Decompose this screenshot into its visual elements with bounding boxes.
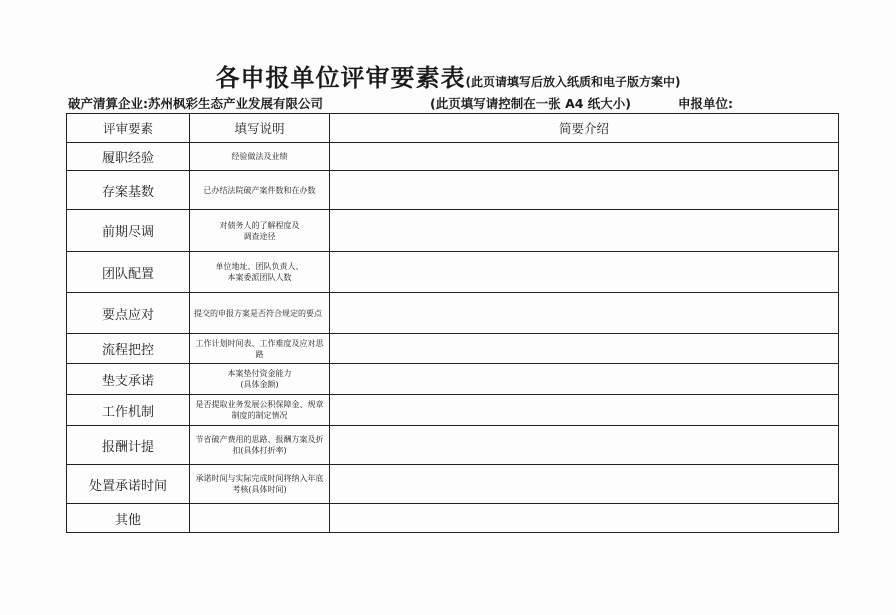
row-element: 要点应对 <box>67 293 190 334</box>
row-content-cell[interactable] <box>330 465 839 504</box>
table-row <box>67 252 839 293</box>
row-description: 经验做法及业绩 <box>190 143 330 171</box>
page-size-note: (此页填写请控制在一张 A4 纸大小) <box>430 96 632 111</box>
page-title <box>0 58 896 93</box>
row-content-cell[interactable] <box>330 293 839 334</box>
table-row <box>67 293 839 334</box>
header-summary: 简要介绍 <box>330 114 839 143</box>
table-row <box>67 395 839 426</box>
header-description: 填写说明 <box>190 114 330 143</box>
evaluation-table <box>66 113 839 533</box>
row-content-cell[interactable] <box>330 364 839 395</box>
row-element: 垫支承诺 <box>67 364 190 395</box>
table-row <box>67 426 839 465</box>
table-header-row <box>67 114 839 143</box>
title-note: (此页请填写后放入纸质和电子版方案中) <box>465 75 681 89</box>
row-description: 承诺时间与实际完成时间将纳入年底考核(具体时间) <box>190 465 330 504</box>
row-description[interactable] <box>190 504 330 533</box>
row-content-cell[interactable] <box>330 334 839 364</box>
title-main: 各申报单位评审要素表 <box>215 64 466 92</box>
row-element: 其他 <box>67 504 190 533</box>
row-element: 处置承诺时间 <box>67 465 190 504</box>
row-element: 团队配置 <box>67 252 190 293</box>
row-element: 报酬计提 <box>67 426 190 465</box>
row-element: 工作机制 <box>67 395 190 426</box>
row-content-cell[interactable] <box>330 143 839 171</box>
row-description: 提交的申报方案是否符合规定的要点 <box>190 293 330 334</box>
row-description: 本案垫付资金能力 (具体金额) <box>190 364 330 395</box>
table-row <box>67 364 839 395</box>
row-description: 单位地址、团队负责人、 本案委派团队人数 <box>190 252 330 293</box>
table-row <box>67 210 839 252</box>
table-row <box>67 171 839 210</box>
table-row <box>67 504 839 533</box>
table-row <box>67 334 839 364</box>
row-content-cell[interactable] <box>330 210 839 252</box>
row-content-cell[interactable] <box>330 504 839 533</box>
row-description: 工作计划时间表、工作难度及应对思路 <box>190 334 330 364</box>
row-description: 已办结法院破产案件数和在办数 <box>190 171 330 210</box>
row-description: 是否提取业务发展公积保障金、规章制度的制定情况 <box>190 395 330 426</box>
row-description: 节省破产费用的思路、报酬方案及折扣(具体打折率) <box>190 426 330 465</box>
row-content-cell[interactable] <box>330 252 839 293</box>
row-element: 流程把控 <box>67 334 190 364</box>
row-content-cell[interactable] <box>330 171 839 210</box>
applicant-label: 申报单位: <box>678 96 733 111</box>
header-element: 评审要素 <box>67 114 190 143</box>
row-content-cell[interactable] <box>330 395 839 426</box>
row-description: 对债务人的了解程度及 调查途径 <box>190 210 330 252</box>
row-element: 前期尽调 <box>67 210 190 252</box>
table-row <box>67 465 839 504</box>
row-element: 存案基数 <box>67 171 190 210</box>
table-row <box>67 143 839 171</box>
row-element: 履职经验 <box>67 143 190 171</box>
bankrupt-company-label: 破产清算企业:苏州枫彩生态产业发展有限公司 <box>68 96 323 111</box>
row-content-cell[interactable] <box>330 426 839 465</box>
